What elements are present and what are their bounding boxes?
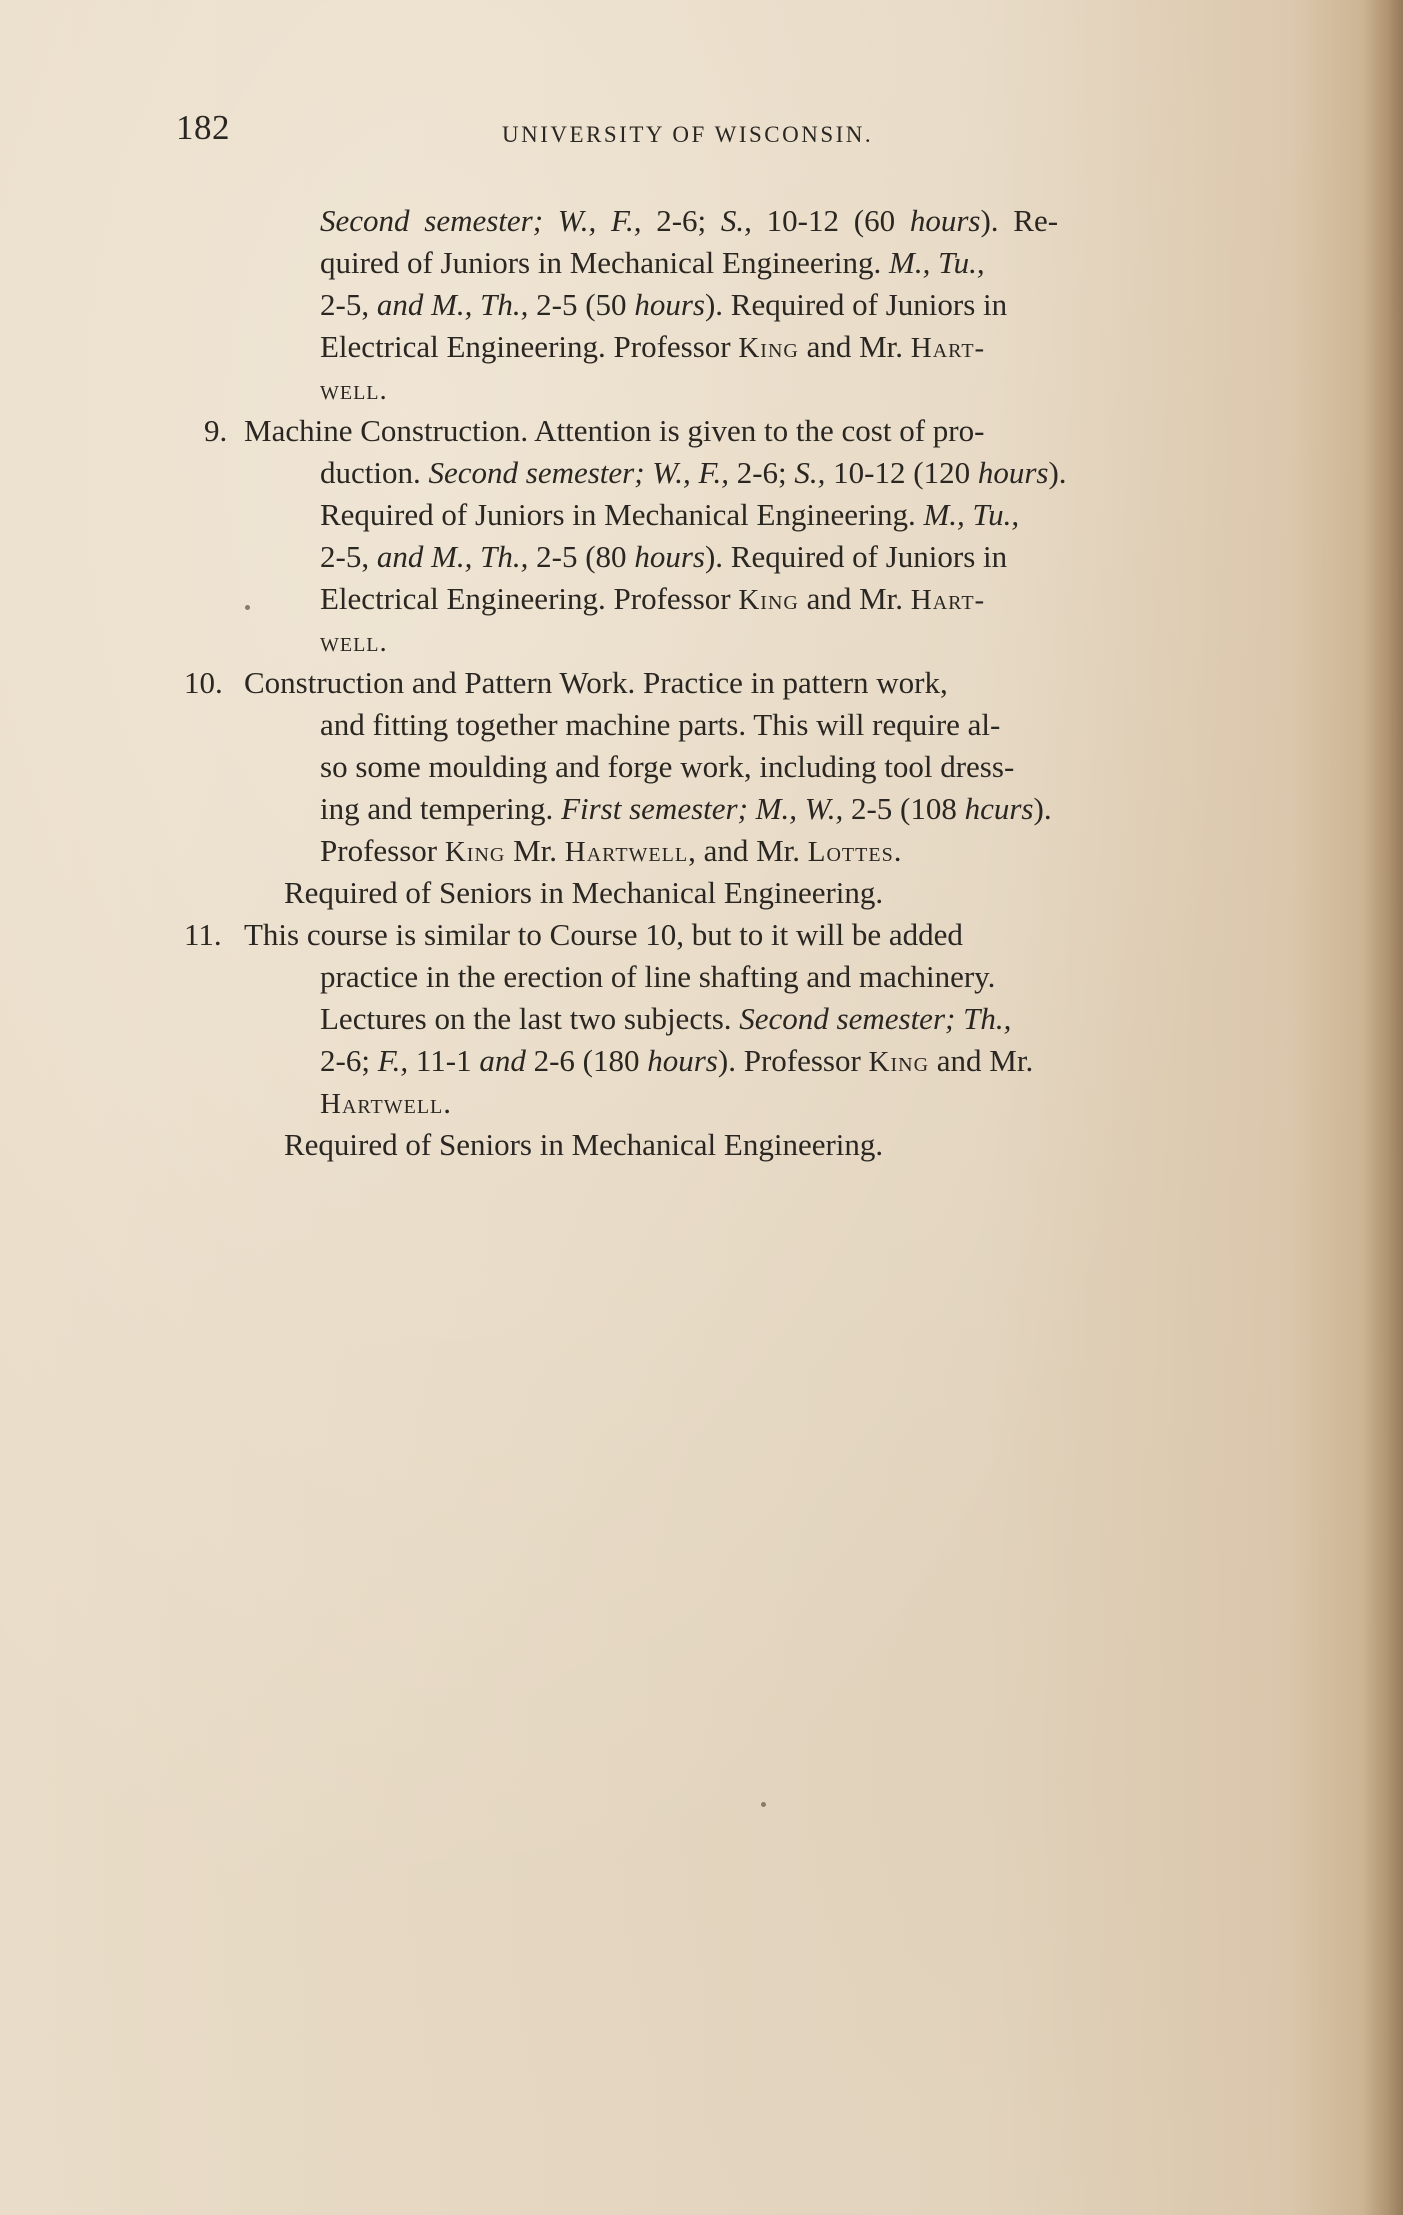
course-11-line: practice in the erection of line shafting and machinery. — [320, 959, 996, 994]
course-11-line: This course is similar to Course 10, but to it will be added — [244, 917, 963, 952]
continued-paragraph-line: quired of Juniors in Mechanical Engineering. M., Tu., — [320, 245, 985, 280]
continued-paragraph-line: well. — [320, 374, 388, 406]
binding-shadow — [1363, 0, 1403, 2215]
course-9-line: Required of Juniors in Mechanical Engineering. M., Tu., — [320, 497, 1020, 532]
course-10-line: so some moulding and forge work, including tool dress- — [320, 749, 1015, 784]
continued-paragraph-line: Electrical Engineering. Professor King and Mr. Hart- — [320, 329, 986, 364]
course-10-line: and fitting together machine parts. This will require al- — [320, 707, 1001, 742]
course-10-line: Professor King Mr. Hartwell, and Mr. Lottes. — [320, 833, 902, 868]
continued-paragraph-line: 2-5, and M., Th., 2-5 (50 hours). Required of Juniors in — [320, 287, 1008, 322]
course-11-requirement: Required of Seniors in Mechanical Engineering. — [284, 1127, 884, 1162]
running-title: UNIVERSITY OF WISCONSIN. — [502, 122, 874, 147]
page-number: 182 — [176, 108, 230, 147]
course-11-line: Hartwell. — [320, 1085, 452, 1120]
course-9-line: 2-5, and M., Th., 2-5 (80 hours). Required of Juniors in — [320, 539, 1008, 574]
course-number: 9. — [204, 413, 228, 448]
paper-speck — [761, 1802, 766, 1807]
course-9-line: duction. Second semester; W., F., 2-6; S., 10-12 (120 hours). — [320, 455, 1067, 490]
course-10-line: ing and tempering. First semester; M., W., 2-5 (108 hcurs). — [320, 791, 1052, 826]
course-9-line: Electrical Engineering. Professor King and Mr. Hart- — [320, 581, 986, 616]
paper-speck — [245, 605, 250, 610]
course-11-line: 2-6; F., 11-1 and 2-6 (180 hours). Professor King and Mr. — [320, 1043, 1034, 1078]
course-number: 11. — [184, 917, 222, 952]
course-10-line: Construction and Pattern Work. Practice in pattern work, — [244, 665, 948, 700]
page-header — [176, 108, 1276, 158]
course-number: 10. — [184, 665, 223, 700]
course-10-requirement: Required of Seniors in Mechanical Engineering. — [284, 875, 884, 910]
course-9-line: well. — [320, 626, 388, 658]
continued-paragraph-line: Second semester; W., F., 2-6; S., 10-12 (60 hours). Re- — [320, 203, 1059, 238]
course-11-line: Lectures on the last two subjects. Second semester; Th., — [320, 1001, 1012, 1036]
course-9-line: Machine Construction. Attention is given to the cost of pro- — [244, 413, 985, 448]
